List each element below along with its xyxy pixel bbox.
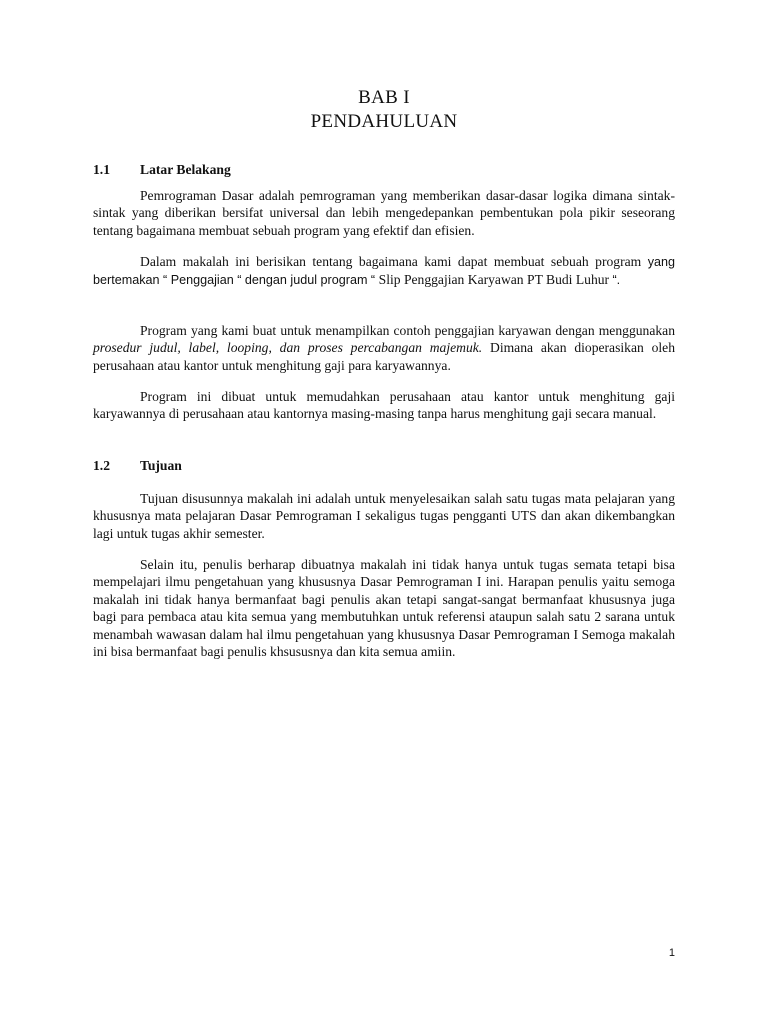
section-heading-tujuan [93,457,182,474]
chapter-title: PENDAHULUAN [310,111,458,132]
paragraph-tujuan-makalah: Tujuan disusunnya makalah ini adalah untuk menyelesaikan salah satu tugas mata pelajaran yang khususnya mata pelajaran Dasar Pemrograman I sekaligus tugas pengganti UTS dan akan dikembangkan lagi untuk tugas akhir semester. [93,491,675,541]
paragraph-makalah-program [93,253,675,290]
paragraph-italic-text: prosedur judul, label, looping, dan proses percabangan majemuk. [93,340,483,356]
paragraph-text: Program yang kami buat untuk menampilkan contoh penggajian karyawan dengan menggunakan [140,323,675,338]
paragraph-text-sans: yang bertemakan “ Penggajian “ dengan judul program “ [93,255,675,288]
paragraph-text: Dalam makalah ini berisikan tentang bagaimana kami dapat membuat sebuah program [140,254,648,269]
paragraph-program-contoh [93,322,675,374]
paragraph-harapan-penulis: Selain itu, penulis berharap dibuatnya makalah ini tidak hanya untuk tugas semata tetapi bisa mempelajari ilmu pengetahuan yang khususnya Dasar Pemrograman I ini. Harapan penulis yaitu semoga makalah ini tidak hanya bermanfaat bagi penulis akan tetapi sangat-sangat bermanfaat khususnya juga bagi para pembaca atau kita semua yang membutuhkan untuk referensi ataupun salah satu 2 sarana untuk menambah wawasan dalam hal ilmu pengetahuan yang khususnya Dasar Pemrograman I Semoga makalah ini bisa bermanfaat bagi penulis khsususnya dan kita semua amiin. [93,557,675,660]
section-title: Latar Belakang [140,162,231,177]
section-title: Tujuan [140,458,182,473]
paragraph-program-memudahkan: Program ini dibuat untuk memudahkan perusahaan atau kantor untuk menghitung gaji karyawannya di perusahaan atau kantornya masing-masing tanpa harus menghitung gaji secara manual. [93,389,675,422]
page-number: 1 [668,947,675,959]
section-heading-latar-belakang [93,161,231,178]
paragraph-text: Slip Penggajian Karyawan PT Budi Luhur [378,272,613,288]
chapter-label: BAB I [358,87,410,108]
chapter-title-block [0,86,768,134]
paragraph-text: Dimana akan dioperasikan oleh perusahaan atau kantor untuk menghitung gaji para karyawannya. [93,340,675,373]
section-number: 1.2 [93,458,110,473]
paragraph-pemrograman-dasar: Pemrograman Dasar adalah pemrograman yang memberikan dasar-dasar logika dimana sintak-sintak yang diberikan bersifat universal dan lebih mengedepankan pembentukan pola pikir seseorang tentang bagaimana membuat sebuah program yang efektif dan efisien. [93,188,675,238]
section-number: 1.1 [93,162,110,177]
paragraph-text-sans: “. [612,273,621,288]
